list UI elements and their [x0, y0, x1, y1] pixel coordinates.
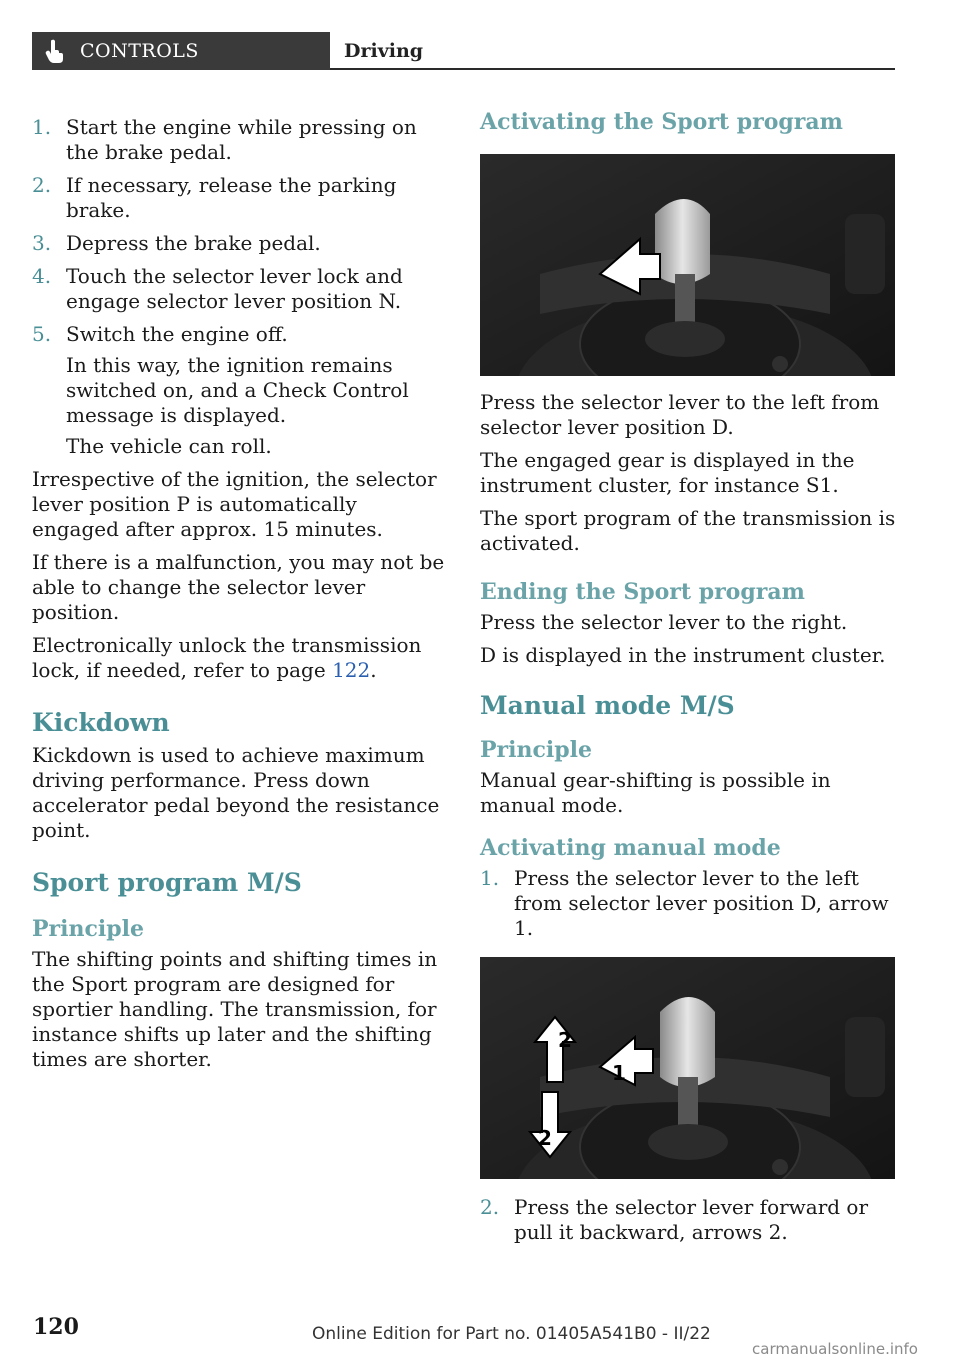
malfunction-paragraph: If there is a malfunction, you may not be able to change the selector lever position.: [32, 550, 445, 624]
activating-sport-heading: Activating the Sport program: [480, 109, 843, 135]
step-text: Switch the engine off.: [66, 322, 288, 346]
page-header: [32, 32, 895, 70]
arrow-2-forward-label: 2: [558, 1028, 572, 1052]
section-title: CONTROLS: [80, 40, 199, 62]
left-column: [32, 115, 448, 1080]
step-number: 1.: [32, 115, 52, 139]
ending-sport-text-2: D is displayed in the instrument cluster.: [480, 643, 886, 667]
sport-program-heading: Sport program M/S: [32, 868, 302, 897]
principle-text: The shifting points and shifting times in the Sport program are designed for sportier handling. The transmission, for instance shifts up later and the shifting times are shorter.: [32, 947, 438, 1071]
step-note: In this way, the ignition remains switched on, and a Check Control message is displayed.: [66, 353, 409, 427]
manual-principle-text: Manual gear-shifting is possible in manual mode.: [480, 768, 831, 817]
step-number: 2.: [480, 1195, 500, 1219]
step-text: Press the selector lever to the left from selector lever position D, arrow 1.: [514, 866, 889, 940]
page-number: 120: [33, 1314, 79, 1340]
arrow-1-label: 1: [612, 1061, 626, 1085]
start-procedure-list: [32, 115, 448, 459]
manual-mode-steps: [480, 866, 896, 941]
step-number: 2.: [32, 173, 52, 197]
header-rule: [330, 68, 895, 70]
activating-sport-text-1: Press the selector lever to the left from selector lever position D.: [480, 390, 880, 439]
list-item: [32, 264, 448, 314]
page-reference-link[interactable]: 122: [332, 658, 371, 682]
chapter-title: Driving: [344, 40, 424, 62]
manual-mode-heading: Manual mode M/S: [480, 691, 735, 720]
edition-note: Online Edition for Part no. 01405A541B0 - II/22: [312, 1324, 711, 1344]
unlock-paragraph: [32, 633, 448, 683]
section-tab: [32, 32, 330, 70]
step-number: 3.: [32, 231, 52, 255]
unlock-suffix: .: [370, 658, 377, 682]
unlock-text: Electronically unlock the transmission lock, if needed, refer to page: [32, 633, 422, 682]
step-number: 1.: [480, 866, 500, 890]
right-column: [480, 108, 896, 1253]
selector-lever-photo-manual: [480, 957, 895, 1179]
ending-sport-text-1: Press the selector lever to the right.: [480, 610, 848, 634]
list-item: [32, 115, 448, 165]
list-item: [480, 866, 896, 941]
arrow-2-backward-label: 2: [538, 1126, 552, 1150]
step-note: The vehicle can roll.: [66, 434, 272, 458]
manual-principle-heading: Principle: [480, 737, 592, 763]
step-number: 5.: [32, 322, 52, 346]
ignition-paragraph: Irrespective of the ignition, the selector lever position P is automatically engaged after approx. 15 minutes.: [32, 467, 437, 541]
manual-mode-steps-cont: [480, 1195, 896, 1245]
hand-pointer-icon: [44, 38, 66, 64]
list-item: [32, 173, 448, 223]
watermark: carmanualsonline.info: [752, 1340, 918, 1358]
activating-sport-text-2: The engaged gear is displayed in the instrument cluster, for instance S1.: [480, 448, 855, 497]
activating-manual-heading: Activating manual mode: [480, 835, 781, 861]
step-text: Press the selector lever forward or pull it backward, arrows 2.: [514, 1195, 869, 1244]
principle-heading: Principle: [32, 916, 144, 942]
activating-sport-text-3: The sport program of the transmission is activated.: [480, 506, 896, 555]
step-number: 4.: [32, 264, 52, 288]
list-item: [32, 322, 448, 459]
selector-lever-photo-sport: [480, 154, 895, 376]
step-text: If necessary, release the parking brake.: [66, 173, 397, 222]
kickdown-text: Kickdown is used to achieve maximum driving performance. Press down accelerator pedal beyond the resistance point.: [32, 743, 440, 842]
list-item: [32, 231, 448, 256]
ending-sport-heading: Ending the Sport program: [480, 579, 805, 605]
step-text: Touch the selector lever lock and engage selector lever position N.: [66, 264, 403, 313]
step-text: Depress the brake pedal.: [66, 231, 321, 255]
kickdown-heading: Kickdown: [32, 708, 170, 737]
list-item: [480, 1195, 896, 1245]
step-text: Start the engine while pressing on the brake pedal.: [66, 115, 417, 164]
